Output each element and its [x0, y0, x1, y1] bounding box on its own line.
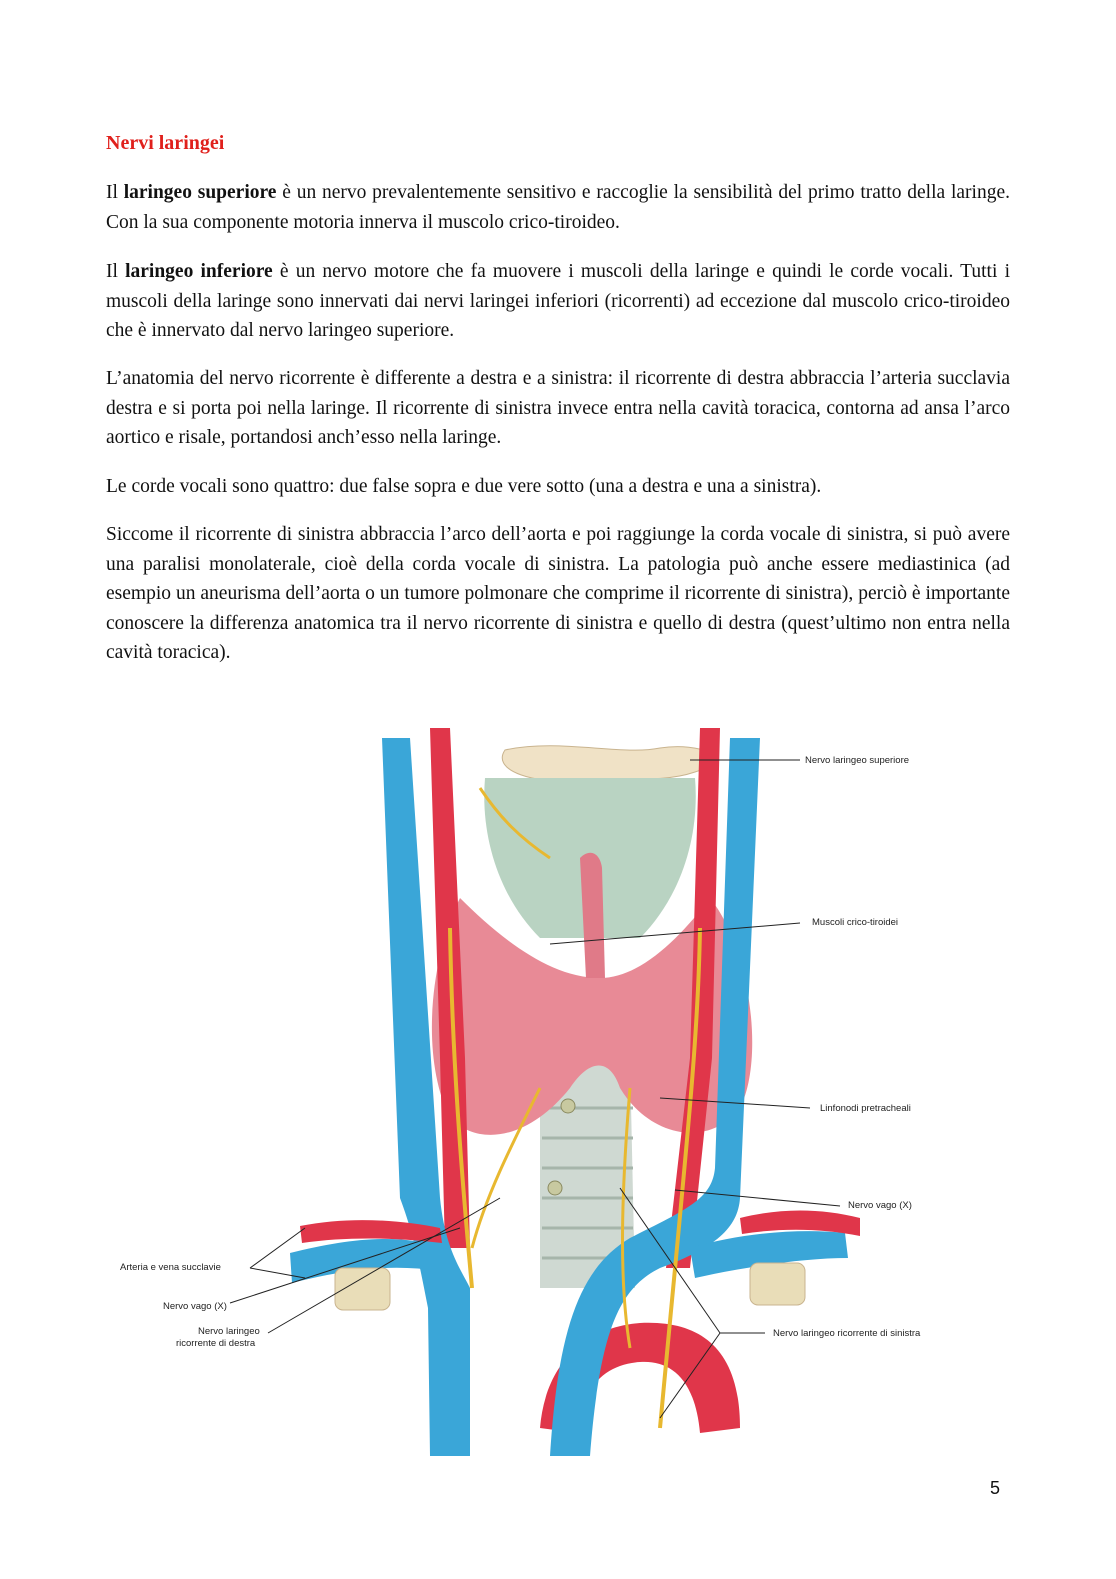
label-left-vagus-nerve: Nervo vago (X)	[163, 1301, 227, 1312]
paragraph-text: è un nervo motore che fa muovere i muscoli della laringe e quindi le corde vocali. Tutti i muscoli della laringe sono innervati dai nervi laringei inferiori (ricorrenti) ad eccezione dal muscolo crico-tiroideo che è innervato dal nervo laringeo superiore.	[106, 261, 1010, 341]
pyramidal-lobe	[580, 853, 605, 978]
section-heading: Nervi laringei	[106, 132, 225, 154]
paragraph-vocal-cords: Le corde vocali sono quattro: due false sopra e due vere sotto (una a destra e una a sinistra).	[106, 476, 822, 497]
paragraph-recurrent-anatomy: L’anatomia del nervo ricorrente è differente a destra e a sinistra: il ricorrente di destra abbraccia l’arteria succlavia destra e si porta poi nella laringe. Il ricorrente di sinistra invece entra nella cavità toracica, contorna ad ansa l’arco aortico e risale, portandosi anch’esso nella laringe.	[106, 368, 1010, 448]
page-number: 5	[990, 1478, 1001, 1498]
anatomy-figure	[100, 728, 1020, 1456]
paragraph-text: Il	[106, 182, 124, 203]
paragraph-text: Il	[106, 261, 126, 282]
bold-term: laringeo superiore	[123, 182, 277, 203]
label-right-recurrent-line1: Nervo laringeo	[198, 1326, 260, 1337]
label-right-vagus-nerve: Nervo vago (X)	[848, 1200, 912, 1211]
paragraph-inferior-laryngeal	[106, 257, 1010, 346]
label-pretracheal-lymph-nodes: Linfonodi pretracheali	[820, 1103, 911, 1114]
paragraph-clinical-note: Siccome il ricorrente di sinistra abbraccia l’arco dell’aorta e poi raggiunge la corda vocale di sinistra, si può avere una paralisi monolaterale, cioè della corda vocale di sinistra. La patologia può anche essere mediastinica (ad esempio un aneurisma dell’aorta o un tumore polmonare che comprime il ricorrente di sinistra), perciò è importante conoscere la differenza anatomica tra il nervo ricorrente di sinistra e quello di destra (quest’ultimo non entra nella cavità toracica).	[106, 524, 1010, 663]
left-clavicle	[750, 1263, 805, 1305]
paragraph-superior-laryngeal	[106, 178, 1010, 237]
anatomy-illustration	[100, 728, 1020, 1456]
lymph-node	[548, 1181, 562, 1195]
label-subclavian-artery-vein: Arteria e vena succlavie	[120, 1262, 221, 1273]
hyoid-bone	[502, 746, 715, 781]
label-cricothyroid-muscles: Muscoli crico-tiroidei	[812, 917, 899, 928]
label-left-recurrent-nerve: Nervo laringeo ricorrente di sinistra	[773, 1328, 921, 1339]
bold-term: laringeo inferiore	[125, 261, 273, 282]
paragraph-text: è un nervo prevalentemente sensitivo e raccoglie la sensibilità del primo tratto della laringe. Con la sua componente motoria innerva il muscolo crico-tiroideo.	[106, 182, 1010, 233]
lymph-node	[561, 1099, 575, 1113]
label-superior-laryngeal-nerve: Nervo laringeo superiore	[805, 755, 910, 766]
label-right-recurrent-line2: ricorrente di destra	[176, 1338, 256, 1349]
